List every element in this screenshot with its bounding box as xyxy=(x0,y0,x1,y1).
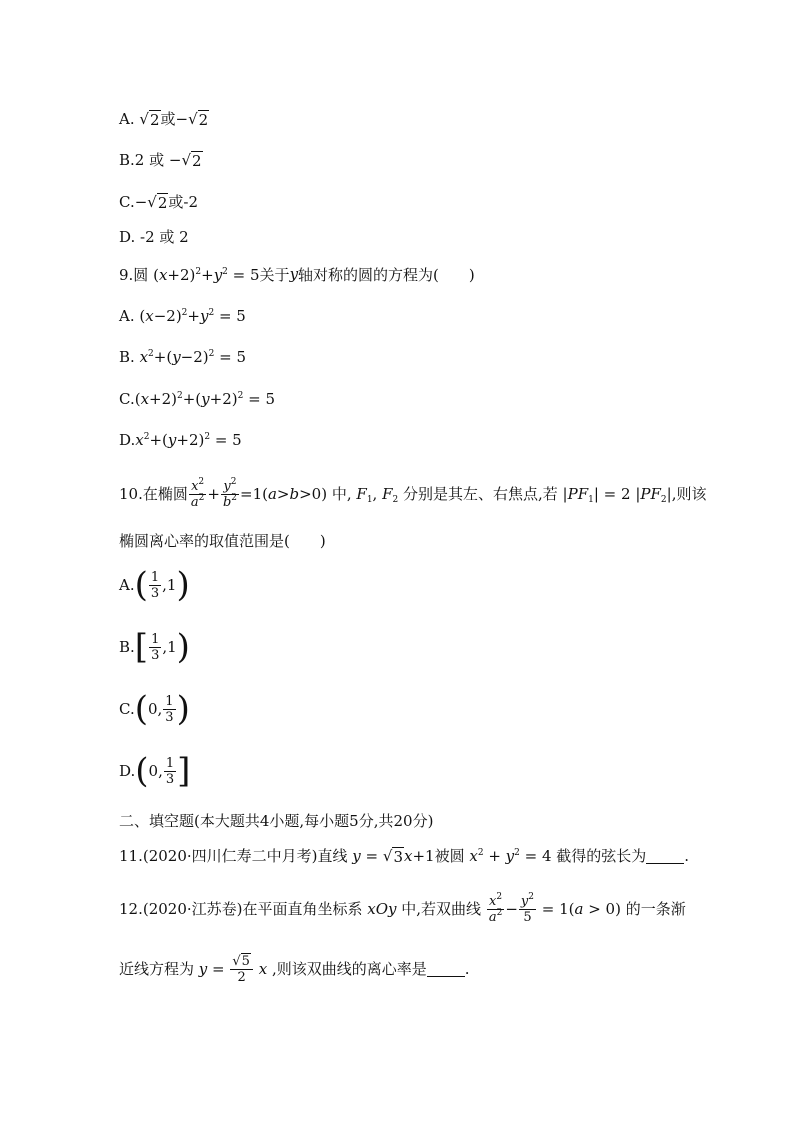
q10-option-a: A.( $\frac{1}{3}$ ,1) xyxy=(119,565,190,605)
q12-stem-line2: 近线方程为 y = $\frac{√5}{2}$ x ,则该双曲线的离心率是 . xyxy=(119,953,470,985)
q9-option-b: B. $x^2+(y-2)^2 = 5$ xyxy=(119,348,247,366)
q9-option-c: $C.(x+2)^2+(y+2)^2 = 5$ xyxy=(119,390,275,408)
q10-option-c: C.(0, $\frac{1}{3}$ ) xyxy=(119,689,190,729)
q8-option-d: D. -2 或 2 xyxy=(119,228,189,246)
q8-option-a-label: A. xyxy=(119,110,135,128)
q8-option-c: C.−√2或-2 xyxy=(119,192,199,212)
q9-stem: 9.圆 $(x+2)^2+y^2 = 5$关于y轴对称的圆的方程为( ) xyxy=(119,265,475,284)
q9-option-a: A. $(x-2)^2+y^2 = 5$ xyxy=(119,307,246,325)
section-2-heading: 二、填空题(本大题共4小题,每小题5分,共20分) xyxy=(119,812,434,830)
q10-stem-line2: 椭圆离心率的取值范围是( ) xyxy=(119,532,326,550)
q12-stem-line1: 12.(2020·江苏卷)在平面直角坐标系 xOy 中,若双曲线 $\frac{x^2}{a^2}$ − $\frac{y^2}{5}$ = 1(a > 0) 的一条渐 xyxy=(119,891,686,925)
q10-option-b: B.[ $\frac{1}{3}$ ,1) xyxy=(119,627,190,667)
q11-answer-blank[interactable] xyxy=(646,849,684,864)
q8-option-a: A. √2或−√2 xyxy=(119,109,209,129)
sqrt-2: √2 xyxy=(139,109,160,129)
q12-answer-blank[interactable] xyxy=(427,962,465,977)
q11-stem: 11.(2020·四川仁寿二中月考)直线 y = √3x+1被圆 $x^2 + y^2 = 4$ 截得的弦长为 . xyxy=(119,846,690,866)
q9-option-d: $D.x^2+(y+2)^2 = 5$ xyxy=(119,431,242,449)
q10-stem-line1: 10.在椭圆 $\frac{x^2}{a^2}$ + $\frac{y^2}{b^2}$ =1(a>b>0) 中, $F_1$, $F_2$ 分别是其左、右焦点,若 $|PF_1| = 2$ $|PF_2|$,则该 xyxy=(119,476,707,510)
q8-option-b: B.2 或 −√2 xyxy=(119,150,202,170)
q10-option-d: D.(0, $\frac{1}{3}$ ] xyxy=(119,751,191,791)
